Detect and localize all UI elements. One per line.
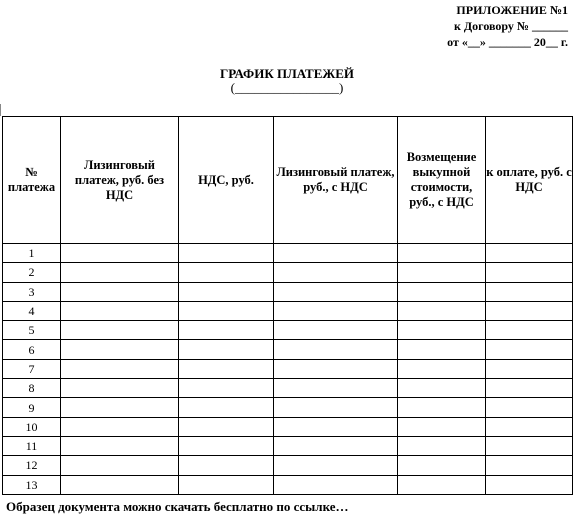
column-header-amount-due: к оплате, руб. с НДС xyxy=(486,117,573,244)
table-cell xyxy=(486,436,573,455)
table-cell xyxy=(61,340,179,359)
table-row xyxy=(3,456,573,475)
table-row xyxy=(3,244,573,263)
table-cell xyxy=(274,340,398,359)
table-cell xyxy=(274,263,398,282)
payment-number-cell: 8 xyxy=(3,379,61,398)
footer-note: Образец документа можно скачать бесплатно по ссылке… xyxy=(6,499,349,514)
contract-number-line: к Договору № ______ xyxy=(454,19,568,33)
payment-number-cell: 13 xyxy=(3,475,61,494)
table-cell xyxy=(179,359,274,378)
table-row xyxy=(3,436,573,455)
payment-number-cell: 5 xyxy=(3,321,61,340)
payment-schedule-table xyxy=(2,116,573,495)
attachment-title: ПРИЛОЖЕНИЕ №1 xyxy=(456,3,568,17)
table-cell xyxy=(398,436,486,455)
table-cell xyxy=(179,436,274,455)
payment-number-cell: 12 xyxy=(3,456,61,475)
table-cell xyxy=(61,263,179,282)
table-cell xyxy=(398,398,486,417)
table-cell xyxy=(398,244,486,263)
table-header-row xyxy=(3,117,573,244)
attachment-header xyxy=(447,2,568,50)
table-row xyxy=(3,379,573,398)
table-cell xyxy=(61,436,179,455)
table-cell xyxy=(179,475,274,494)
table-cell xyxy=(274,301,398,320)
table-cell xyxy=(398,282,486,301)
table-cell xyxy=(61,282,179,301)
table-cell xyxy=(61,417,179,436)
table-cell xyxy=(61,244,179,263)
table-cell xyxy=(486,379,573,398)
table-cell xyxy=(398,417,486,436)
table-cell xyxy=(274,398,398,417)
column-header-leasing-payment-without-vat: Лизинговый платеж, руб. без НДС xyxy=(61,117,179,244)
table-cell xyxy=(398,263,486,282)
table-cell xyxy=(179,263,274,282)
table-cell xyxy=(486,321,573,340)
table-cell xyxy=(398,359,486,378)
table-cell xyxy=(486,398,573,417)
table-cell xyxy=(179,321,274,340)
payment-number-cell: 9 xyxy=(3,398,61,417)
table-cell xyxy=(274,456,398,475)
table-cell xyxy=(486,359,573,378)
table-cell xyxy=(274,359,398,378)
table-cell xyxy=(179,340,274,359)
document-subtitle: (________________) xyxy=(230,80,344,95)
table-cell xyxy=(486,456,573,475)
table-cell xyxy=(179,417,274,436)
table-cell xyxy=(486,417,573,436)
table-cell xyxy=(398,456,486,475)
table-row xyxy=(3,340,573,359)
column-header-buyout-reimbursement: Возмещение выкупной стоимости, руб., с НДС xyxy=(398,117,486,244)
payment-number-cell: 7 xyxy=(3,359,61,378)
payment-number-cell: 10 xyxy=(3,417,61,436)
table-cell xyxy=(61,475,179,494)
table-row xyxy=(3,282,573,301)
table-row xyxy=(3,398,573,417)
table-row xyxy=(3,359,573,378)
table-cell xyxy=(486,340,573,359)
table-cell xyxy=(179,456,274,475)
table-cell xyxy=(274,321,398,340)
table-cell xyxy=(61,379,179,398)
payment-number-cell: 6 xyxy=(3,340,61,359)
contract-date-line: от «__» _______ 20__ г. xyxy=(447,35,568,49)
table-cell xyxy=(61,398,179,417)
table-cell xyxy=(274,244,398,263)
table-cell xyxy=(179,244,274,263)
table-cell xyxy=(274,436,398,455)
table-row xyxy=(3,321,573,340)
table-cell xyxy=(179,301,274,320)
table-cell xyxy=(274,282,398,301)
table-cell xyxy=(486,301,573,320)
table-cell xyxy=(398,340,486,359)
table-cell xyxy=(486,263,573,282)
table-cell xyxy=(486,244,573,263)
payment-number-cell: 4 xyxy=(3,301,61,320)
payment-number-cell: 11 xyxy=(3,436,61,455)
payment-number-cell: 3 xyxy=(3,282,61,301)
table-cell xyxy=(61,301,179,320)
table-cell xyxy=(274,417,398,436)
table-cell xyxy=(398,321,486,340)
table-cell xyxy=(274,379,398,398)
table-body xyxy=(3,244,573,495)
table-cell xyxy=(486,282,573,301)
table-cell xyxy=(179,282,274,301)
table-cell xyxy=(486,475,573,494)
table-row xyxy=(3,417,573,436)
table-cell xyxy=(398,379,486,398)
payment-number-cell: 2 xyxy=(3,263,61,282)
table-cell xyxy=(398,475,486,494)
table-cell xyxy=(61,321,179,340)
table-cell xyxy=(61,456,179,475)
table-cell xyxy=(179,398,274,417)
column-header-leasing-payment-with-vat: Лизинговый платеж, руб., с НДС xyxy=(274,117,398,244)
payment-number-cell: 1 xyxy=(3,244,61,263)
table-cell xyxy=(61,359,179,378)
table-row xyxy=(3,475,573,494)
table-cell xyxy=(398,301,486,320)
table-row xyxy=(3,301,573,320)
column-header-payment-number: № платежа xyxy=(3,117,61,244)
margin-mark xyxy=(0,104,1,116)
document-title: ГРАФИК ПЛАТЕЖЕЙ xyxy=(219,66,355,81)
table-cell xyxy=(274,475,398,494)
column-header-vat: НДС, руб. xyxy=(179,117,274,244)
table-cell xyxy=(179,379,274,398)
table-row xyxy=(3,263,573,282)
